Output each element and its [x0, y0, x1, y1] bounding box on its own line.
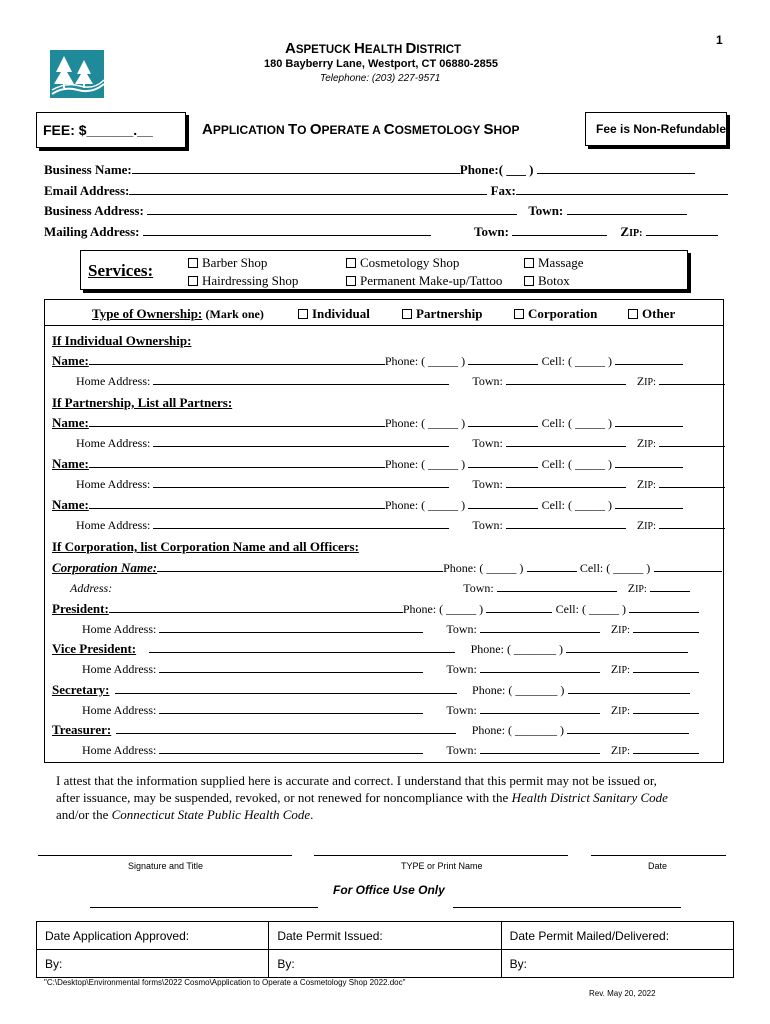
phone-field[interactable]: [486, 602, 552, 613]
home-address-field[interactable]: [153, 477, 449, 488]
cell-field[interactable]: [615, 457, 683, 468]
business-name-row: Business Name: Phone:( ___ ): [44, 162, 695, 178]
vice-president-row: Vice President: Phone: ( _______ ): [52, 641, 688, 657]
cell-field[interactable]: [615, 498, 683, 509]
district-address: 180 Bayberry Lane, Westport, CT 06880-2855: [264, 58, 498, 70]
treasurer-row: Treasurer: Phone: ( _______ ): [52, 722, 689, 738]
checkbox-icon[interactable]: [524, 258, 534, 268]
service-botox[interactable]: Botox: [524, 273, 570, 289]
checkbox-icon[interactable]: [524, 276, 534, 286]
cell-field[interactable]: [654, 561, 722, 572]
business-address-row: Business Address: Town:: [44, 203, 687, 219]
phone-field[interactable]: [567, 723, 689, 734]
name-field[interactable]: [89, 416, 385, 427]
corporation-heading: If Corporation, list Corporation Name and all Officers:: [52, 539, 359, 554]
office-line-right: [453, 907, 681, 908]
business-town-field[interactable]: [567, 204, 687, 215]
zip-field[interactable]: [659, 374, 725, 385]
approved-by-cell[interactable]: By:: [37, 950, 269, 978]
checkbox-icon[interactable]: [188, 258, 198, 268]
phone-field[interactable]: [568, 683, 690, 694]
zip-field[interactable]: [659, 518, 725, 529]
ownership-other[interactable]: Other: [628, 306, 675, 322]
signature-line[interactable]: [38, 855, 292, 856]
town-field[interactable]: [480, 622, 600, 633]
phone-field[interactable]: [468, 416, 538, 427]
cell-field[interactable]: [615, 416, 683, 427]
town-field[interactable]: [506, 477, 626, 488]
ownership-header-divider: [44, 325, 724, 326]
email-field[interactable]: [129, 184, 487, 195]
email-row: Email Address: Fax:: [44, 183, 728, 199]
town-field[interactable]: [480, 662, 600, 673]
fax-field[interactable]: [516, 184, 728, 195]
ownership-type-row: Type of Ownership: (Mark one): [92, 306, 264, 321]
partner-2-name-row: Name: Phone: ( _____ ) Cell: ( _____ ): [52, 456, 683, 472]
service-barber[interactable]: Barber Shop: [188, 255, 267, 271]
ownership-partnership[interactable]: Partnership: [402, 306, 482, 322]
corporation-address-row: Address: Town: ZIP:: [70, 581, 690, 596]
cell-field[interactable]: [629, 602, 699, 613]
home-address-field[interactable]: [159, 662, 423, 673]
phone-field[interactable]: [468, 354, 538, 365]
print-name-line[interactable]: [314, 855, 568, 856]
home-address-field[interactable]: [159, 622, 423, 633]
date-mailed-cell[interactable]: Date Permit Mailed/Delivered:: [501, 922, 733, 950]
phone-field[interactable]: [527, 561, 577, 572]
non-refundable-label: Fee is Non-Refundable: [596, 122, 727, 136]
print-name-label: TYPE or Print Name: [401, 861, 483, 871]
district-telephone: Telephone: (203) 227-9571: [320, 73, 441, 84]
issued-by-cell[interactable]: By:: [269, 950, 501, 978]
home-address-field[interactable]: [153, 518, 449, 529]
partnership-heading: If Partnership, List all Partners:: [52, 395, 233, 410]
corporation-name-row: Corporation Name: Phone: ( _____ ) Cell: ( _____ ): [52, 560, 722, 576]
checkbox-icon[interactable]: [402, 309, 412, 319]
mailing-address-row: Mailing Address: Town: ZIP:: [44, 224, 718, 240]
home-address-field[interactable]: [153, 374, 449, 385]
business-address-field[interactable]: [147, 204, 517, 215]
office-use-table: [36, 921, 734, 978]
fee-label: FEE: $______.__: [43, 122, 153, 138]
district-logo: [50, 50, 104, 98]
town-field[interactable]: [480, 703, 600, 714]
zip-field[interactable]: [633, 703, 699, 714]
treasurer-address-row: Home Address: Town: ZIP:: [82, 743, 699, 758]
town-field[interactable]: [506, 436, 626, 447]
home-address-field[interactable]: [159, 703, 423, 714]
president-name-field[interactable]: [109, 602, 403, 613]
partner-2-address-row: Home Address: Town: ZIP:: [76, 477, 725, 492]
services-label: Services:: [88, 261, 154, 280]
mailing-town-field[interactable]: [512, 225, 607, 236]
phone-field[interactable]: [566, 642, 688, 653]
vice-president-address-row: Home Address: Town: ZIP:: [82, 662, 699, 677]
home-address-field[interactable]: [153, 436, 449, 447]
cell-field[interactable]: [615, 354, 683, 365]
town-field[interactable]: [480, 743, 600, 754]
attestation-text: I attest that the information supplied here is accurate and correct. I understand that this permit may not be issued or, after issuance, may be suspended, revoked, or not renewed for noncompliance with the Health District Sanitary Code and/or the Connecticut State Public Health Code.: [56, 773, 668, 822]
mailed-by-cell[interactable]: By:: [501, 950, 733, 978]
individual-address-row: Home Address: Town: ZIP:: [76, 374, 725, 389]
mailing-address-field[interactable]: [143, 225, 431, 236]
secretary-row: Secretary: Phone: ( _______ ): [52, 682, 690, 698]
business-name-field[interactable]: [132, 163, 460, 174]
service-massage[interactable]: Massage: [524, 255, 584, 271]
zip-field[interactable]: [633, 662, 699, 673]
office-line-left: [90, 907, 318, 908]
service-cosmetology[interactable]: Cosmetology Shop: [346, 255, 459, 271]
service-hairdressing[interactable]: Hairdressing Shop: [188, 273, 298, 289]
mailing-zip-field[interactable]: [646, 225, 718, 236]
tree-logo-icon: [50, 50, 104, 98]
secretary-address-row: Home Address: Town: ZIP:: [82, 703, 699, 718]
ownership-individual[interactable]: Individual: [298, 306, 370, 322]
revision-date: Rev. May 20, 2022: [589, 989, 656, 998]
zip-field[interactable]: [659, 436, 725, 447]
individual-name-row: Name: Phone: ( _____ ) Cell: ( _____ ): [52, 353, 683, 369]
partner-3-address-row: Home Address: Town: ZIP:: [76, 518, 725, 533]
checkbox-icon[interactable]: [514, 309, 524, 319]
name-field[interactable]: [89, 354, 385, 365]
date-issued-cell[interactable]: Date Permit Issued:: [269, 922, 501, 950]
office-use-heading: For Office Use Only: [333, 883, 445, 897]
name-field[interactable]: [89, 498, 385, 509]
zip-field[interactable]: [659, 477, 725, 488]
business-phone-field[interactable]: [537, 163, 695, 174]
fee-box[interactable]: [36, 112, 186, 148]
name-field[interactable]: [89, 457, 385, 468]
checkbox-icon[interactable]: [346, 258, 356, 268]
file-path: "C:\Desktop\Environmental forms\2022 Cosmo\Application to Operate a Cosmetology Shop 2022.doc": [44, 978, 406, 987]
president-address-row: Home Address: Town: ZIP:: [82, 622, 699, 637]
town-field[interactable]: [506, 518, 626, 529]
partner-1-address-row: Home Address: Town: ZIP:: [76, 436, 725, 451]
checkbox-icon[interactable]: [628, 309, 638, 319]
partner-3-name-row: Name: Phone: ( _____ ) Cell: ( _____ ): [52, 497, 683, 513]
vice-president-name-field[interactable]: [149, 642, 455, 653]
corporation-name-field[interactable]: [157, 561, 443, 572]
secretary-name-field[interactable]: [115, 683, 457, 694]
home-address-field[interactable]: [159, 743, 423, 754]
non-refundable-box: [585, 112, 727, 146]
phone-field[interactable]: [468, 498, 538, 509]
district-name: ASPETUCK HEALTH DISTRICT: [285, 40, 462, 57]
service-tattoo[interactable]: Permanent Make-up/Tattoo: [346, 273, 502, 289]
date-approved-cell[interactable]: Date Application Approved:: [37, 922, 269, 950]
zip-field[interactable]: [633, 622, 699, 633]
signature-label: Signature and Title: [128, 861, 204, 871]
town-field[interactable]: [497, 581, 617, 592]
phone-field[interactable]: [468, 457, 538, 468]
town-field[interactable]: [506, 374, 626, 385]
checkbox-icon[interactable]: [188, 276, 198, 286]
zip-field[interactable]: [633, 743, 699, 754]
page-number: 1: [716, 33, 723, 47]
ownership-corporation[interactable]: Corporation: [514, 306, 597, 322]
date-line[interactable]: [591, 855, 726, 856]
individual-heading: If Individual Ownership:: [52, 333, 192, 348]
president-row: President: Phone: ( _____ ) Cell: ( _____ ): [52, 601, 699, 617]
checkbox-icon[interactable]: [346, 276, 356, 286]
zip-field[interactable]: [650, 581, 690, 592]
treasurer-name-field[interactable]: [116, 723, 456, 734]
date-label: Date: [648, 861, 668, 871]
partner-1-name-row: Name: Phone: ( _____ ) Cell: ( _____ ): [52, 415, 683, 431]
checkbox-icon[interactable]: [298, 309, 308, 319]
form-title: APPLICATION TO OPERATE A COSMETOLOGY SHOP: [202, 121, 520, 138]
